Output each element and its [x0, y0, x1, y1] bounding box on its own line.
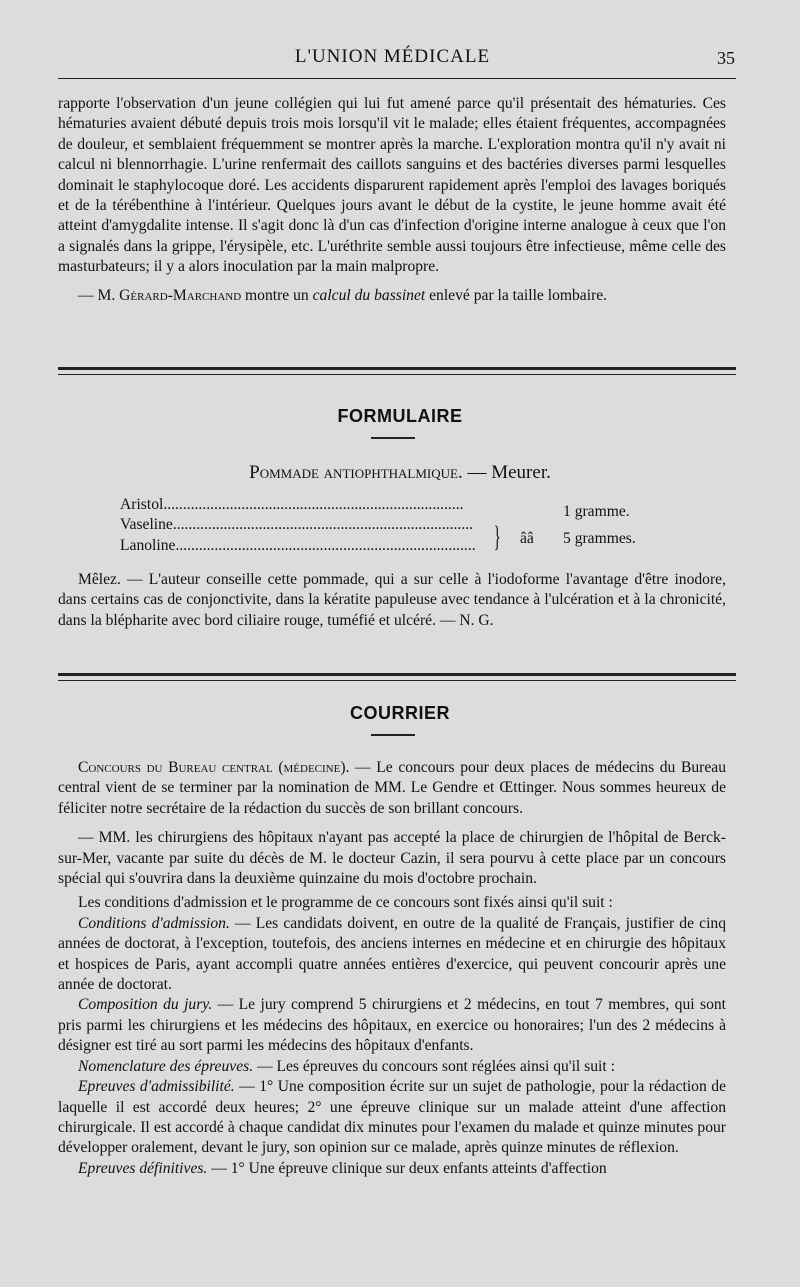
paragraph-lead: Concours du Bureau central (médecine). — [78, 759, 350, 776]
paragraph-body: — Les candidats doivent, en outre de la qualité de Français, justifier de cinq années de doctorat, à l'exception, toutefois, des anciens internes en médecine et en chirurgie des hôpitaux et hospices de Paris, ayant accompli quatre années entières d'exercice, qui peuvent concourir après une année de doctorat. — [58, 914, 727, 994]
text-lead: Mêlez. — [78, 571, 121, 588]
ingredient-row — [120, 516, 477, 534]
heading-bar — [371, 437, 415, 439]
recipe-author: — Meurer. — [462, 462, 551, 483]
formulaire-paragraph — [58, 570, 726, 631]
courrier-paragraph — [58, 1077, 726, 1159]
leader-dots: ............................................................................. — [172, 516, 474, 533]
brace: } — [493, 520, 501, 553]
paragraph-lead: Composition du jury. — [78, 996, 213, 1014]
paragraph-lead: Nomenclature des épreuves. — [78, 1057, 254, 1075]
courrier-paragraph — [58, 1057, 726, 1077]
courrier-paragraph — [58, 758, 726, 819]
intro-paragraph: rapporte l'observation d'un jeune collégien qui lui fut amené parce qu'il présentait des hématuries. Ces hématuries avaient débuté depuis trois mois lorsqu'il vit le malade; elles étaient fréquentes, accompagnées de douleur, et semblaient fréquemment se montrer après la marche. L'exploration montra qu'il n'y avait ni calcul ni blennorrhagie. L'urine renfermait des caillots sanguins et des bactéries diverses parmi lesquelles dominait le staphylocoque doré. Les accidents disparurent rapidement après l'emploi des lavages boriqués et de la térébenthine à l'intérieur. Quelques jours avant le début de la cystite, le jeune homme avait été atteint d'amygdalite intense. Il s'agit donc là d'un cas d'infection d'origine interne analogue à ceux que l'on a signalés dans la grippe, l'érysipèle, etc. L'uréthrite semble aussi toujours être infectieuse, même celle des masturbateurs; il y a alors inoculation par la main malpropre. — [58, 95, 726, 276]
ingredient-row — [120, 496, 493, 514]
note-italic: calcul du bassinet — [312, 286, 426, 304]
section-divider — [58, 673, 736, 681]
formulaire-text — [58, 570, 726, 631]
paragraph-body: — 1° Une épreuve clinique sur deux enfants atteints d'affection — [207, 1159, 607, 1177]
leader-dots: ............................................................................. — [163, 496, 464, 513]
ingredient-row — [120, 537, 479, 555]
page-number: 35 — [717, 48, 735, 68]
shared-quantity: 5 grammes. — [563, 530, 636, 547]
courrier-section — [58, 758, 726, 1179]
section-divider — [58, 367, 736, 375]
note-suffix: enlevé par la taille lombaire. — [425, 286, 608, 304]
heading-bar — [371, 734, 415, 736]
courrier-paragraph: Les conditions d'admission et le programme de ce concours sont fixés ainsi qu'il suit : — [78, 894, 613, 912]
recipe-name: Pommade antiophthalmique. — [249, 462, 463, 483]
courrier-paragraph: — MM. les chirurgiens des hôpitaux n'ayant pas accepté la place de chirurgien de l'hôpital de Berck-sur-Mer, vacante par suite du décès de M. le docteur Cazin, il sera pourvu à cette place par un concours spécial qui s'ouvrira dans la deuxième quinzaine du mois d'octobre prochain. — [58, 829, 726, 888]
note-prefix: — M. — [78, 286, 120, 304]
paragraph-body: — Le jury comprend 5 chirurgiens et 2 médecins, en tout 7 membres, qui sont pris parmi les chirurgiens et les médecins des hôpitaux, en exercice ou honoraires; l'un des 2 médecins à désigner est tiré au sort parmi les médecins des hôpitaux d'enfants. — [58, 996, 726, 1055]
header-rule — [58, 78, 736, 79]
shared-prefix: ââ — [520, 530, 534, 547]
running-title: L'UNION MÉDICALE — [294, 46, 491, 67]
paragraph-body: — 1° Une composition écrite sur un sujet de pathologie, pour la rédaction de laquelle il est accordé deux heures; 2° une épreuve clinique sur un malade atteint d'une affection chirurgicale. Il est accordé à chaque candidat dix minutes pour l'examen du malade et quinze minutes pour développer oralement, devant le jury, son opinion sur ce malade, après quinze minutes de réflexion. — [58, 1078, 726, 1157]
courrier-paragraph — [58, 914, 726, 996]
intro-note — [58, 286, 726, 306]
paragraph-body: — Le concours pour deux places de médecins du Bureau central vient de se terminer par la nomination de MM. Le Gendre et Œttinger. Nous sommes heureux de féliciter notre secrétaire de la rédaction du succès de son brillant concours. — [58, 759, 726, 817]
ingredient-name: Lanoline — [120, 537, 176, 554]
courrier-heading: COURRIER — [349, 703, 450, 723]
leader-dots: ............................................................................. — [175, 537, 476, 554]
paragraph-lead: Epreuves d'admissibilité. — [78, 1078, 235, 1096]
paragraph-lead: Conditions d'admission. — [78, 914, 230, 932]
ingredient-name: Vaseline — [120, 516, 173, 533]
formulaire-heading: FORMULAIRE — [337, 406, 463, 426]
text-body: — L'auteur conseille cette pommade, qui a sur celle à l'iodoforme l'avantage d'être inodore, dans certains cas de conjonctivite, dans la kératite papuleuse avec tendance à l'ulcération et à la chronicité, dans la blépharite avec bord ciliaire rouge, tuméfié et ulcéré. — N. G. — [58, 571, 726, 629]
note-name: Gérard-Marchand — [119, 286, 242, 304]
ingredient-quantity: 1 gramme. — [563, 503, 630, 520]
ingredient-name: Aristol — [120, 496, 164, 513]
paragraph-body: — Les épreuves du concours sont réglées ainsi qu'il suit : — [253, 1057, 615, 1075]
courrier-paragraph — [58, 1159, 726, 1179]
paragraph-lead: Epreuves définitives. — [78, 1159, 208, 1177]
note-middle: montre un — [241, 286, 313, 304]
page-header — [60, 46, 735, 76]
recipe-title — [0, 462, 800, 484]
courrier-paragraph — [58, 995, 726, 1056]
intro-section — [58, 94, 726, 306]
